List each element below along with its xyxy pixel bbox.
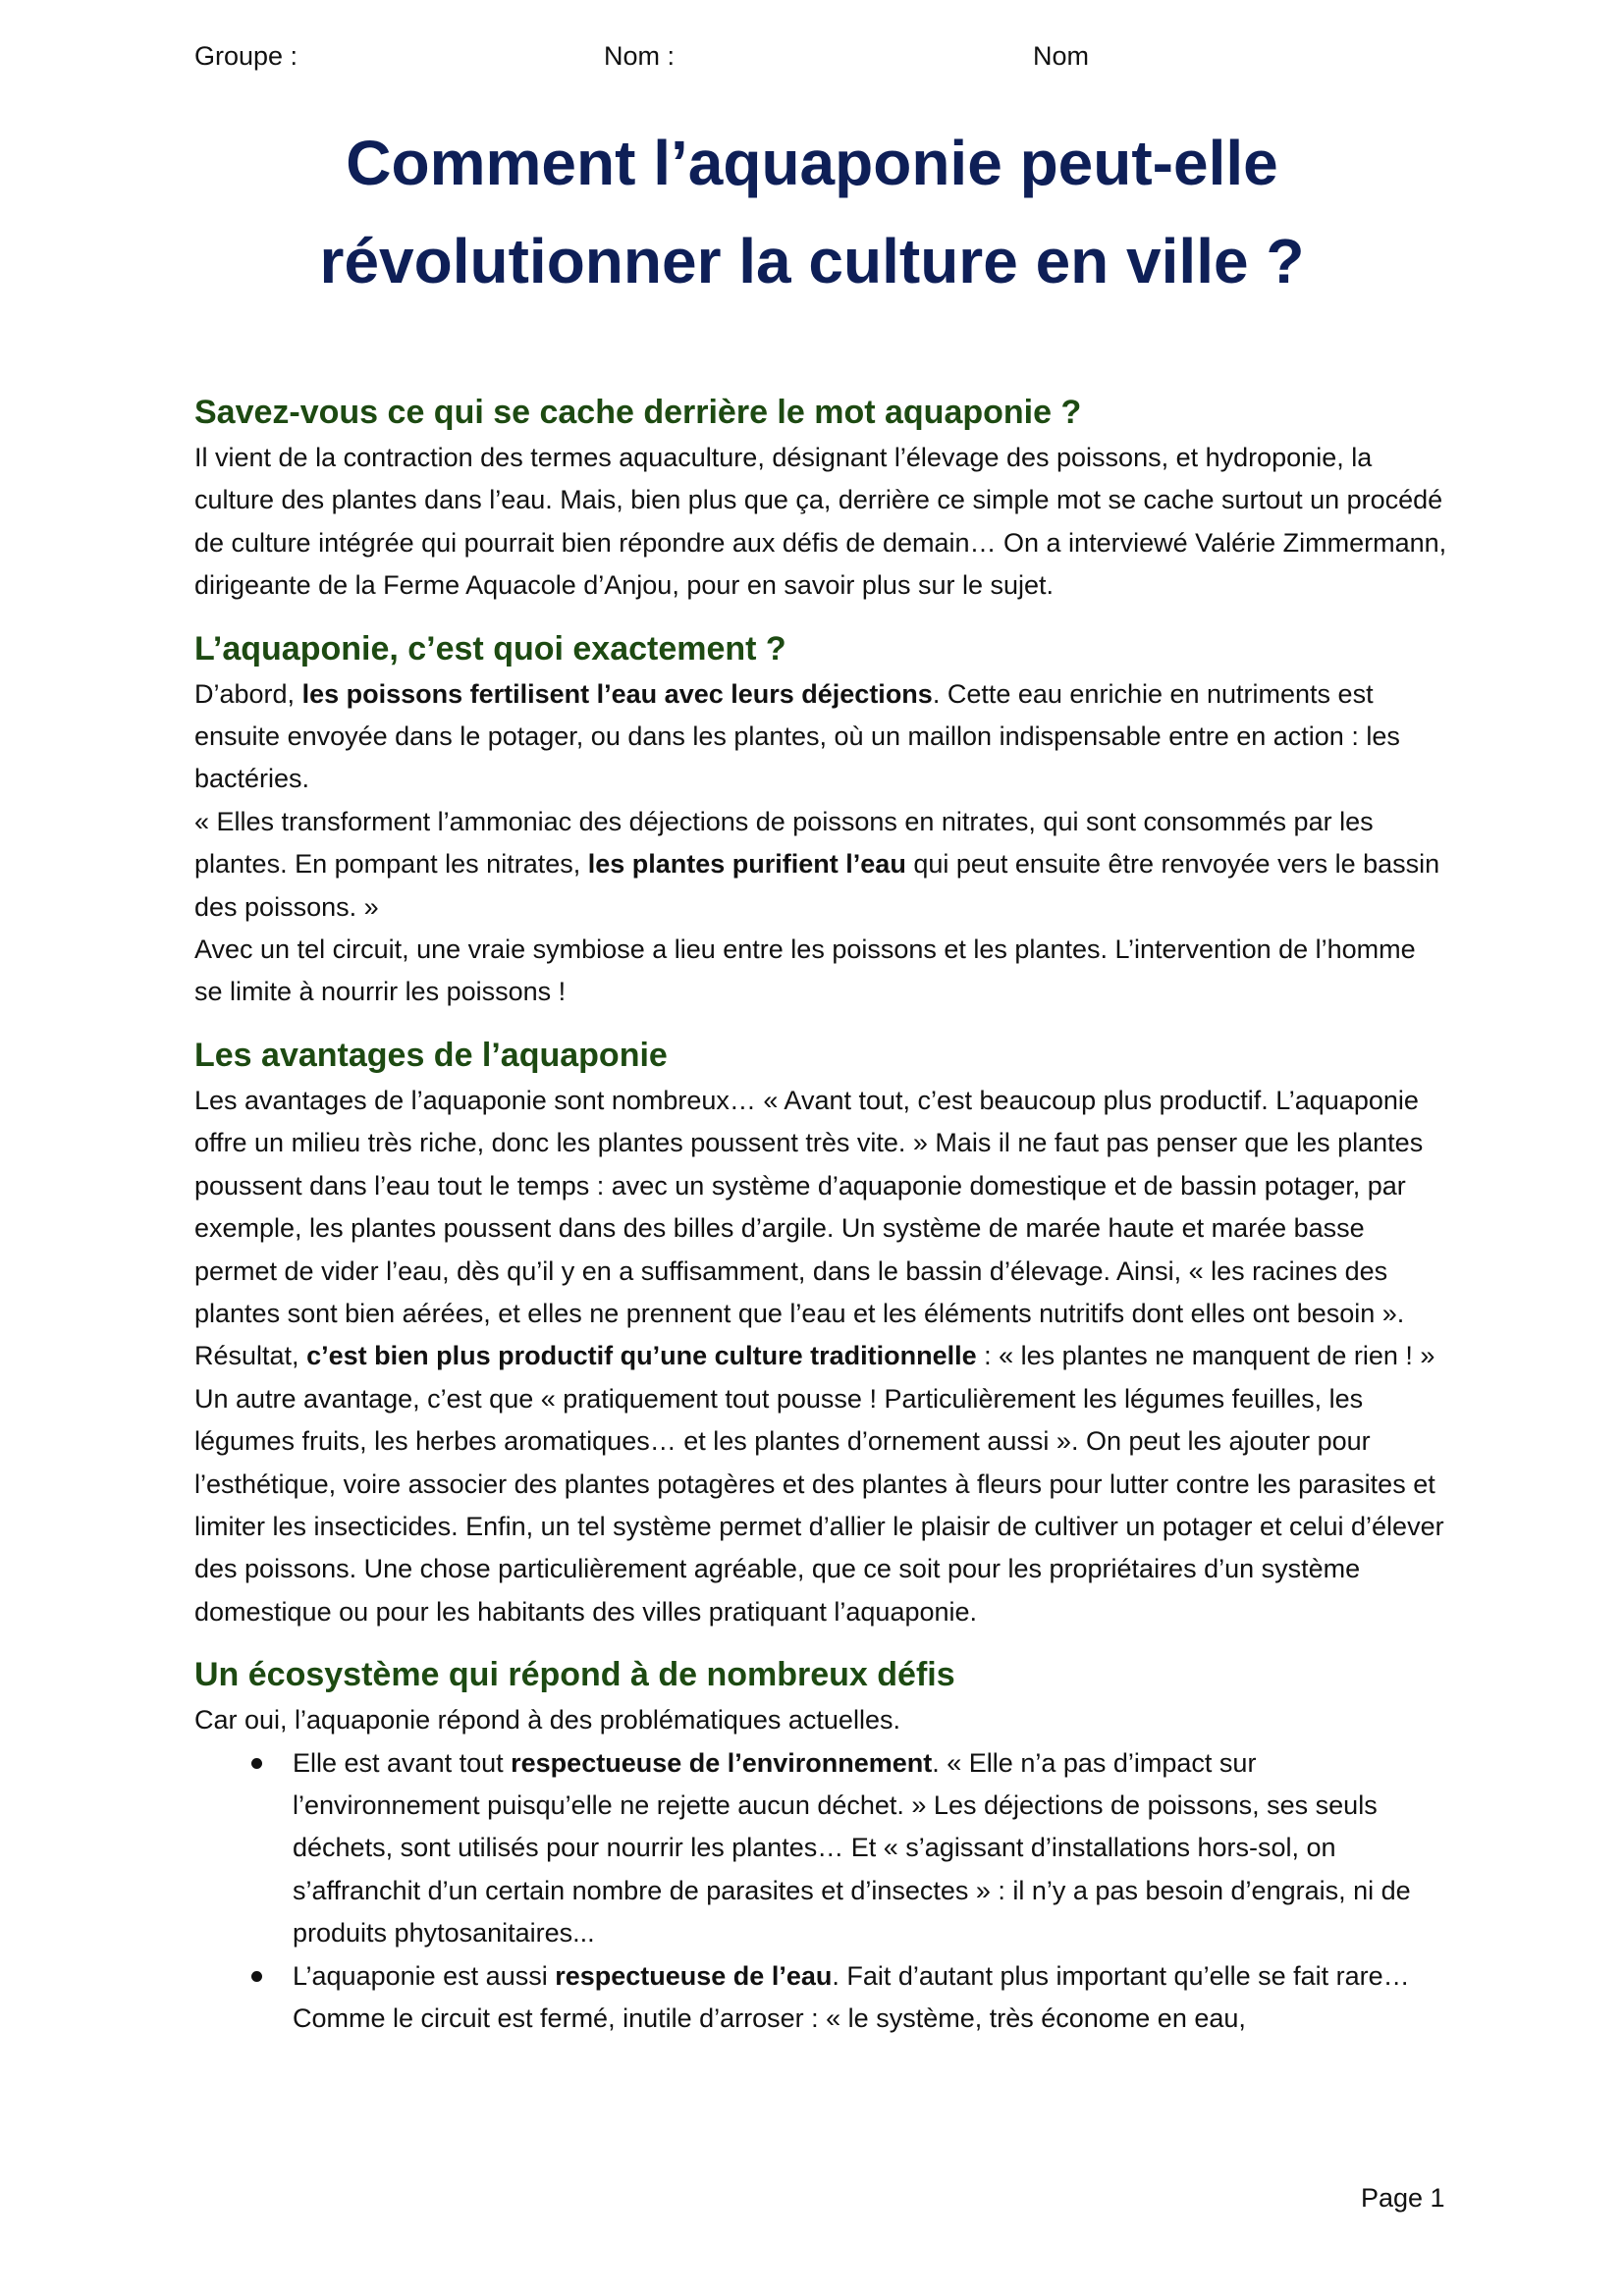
- text-run: . « Elle n’a pas d’impact sur l’environnement puisqu’elle ne rejette aucun déchet. » Les déjections de poissons, ses seuls déchets, sont utilisés pour nourrir les plantes… Et « s’agissant d’installations hors-sol, on s’affranchit d’un certain nombre de parasites et d’insectes » : il n’y a pas besoin d’engrais, ni de produits phytosanitaires...: [293, 1747, 1411, 1949]
- nom-label-2: Nom: [1033, 41, 1090, 71]
- advantages-paragraph: [194, 1080, 1449, 1633]
- bold-phrase: respectueuse de l’eau: [555, 1960, 833, 1991]
- section-heading-ecosystem: Un écosystème qui répond à de nombreux défis: [194, 1656, 955, 1694]
- section-intro: [194, 388, 1449, 608]
- page-number: Page 1: [1361, 2183, 1445, 2213]
- title-line-2: révolutionner la culture en ville ?: [319, 226, 1305, 296]
- ecosystem-bullet-list: [194, 1742, 1449, 2041]
- definition-paragraph-1: [194, 673, 1449, 801]
- section-ecosystem: [194, 1650, 1449, 2040]
- ecosystem-intro: Car oui, l’aquaponie répond à des problématiques actuelles.: [194, 1705, 900, 1735]
- text-run: « Elles transforment l’ammoniac des déjections de poissons en nitrates, qui sont consommés par les plantes. En pompant les nitrates,: [194, 806, 1374, 880]
- text-run: . Fait d’autant plus important qu’elle se fait rare… Comme le circuit est fermé, inutile d’arroser : « le système, très économe en eau,: [293, 1960, 1410, 2033]
- section-heading-definition: L’aquaponie, c’est quoi exactement ?: [194, 629, 786, 667]
- definition-paragraph-3: Avec un tel circuit, une vraie symbiose a lieu entre les poissons et les plantes. L’intervention de l’homme se limite à nourrir les poissons !: [194, 934, 1416, 1007]
- list-item: [293, 1742, 1449, 1955]
- page-title: [177, 114, 1447, 310]
- text-run: Elle est avant tout: [293, 1747, 512, 1778]
- text-run: L’aquaponie est aussi: [293, 1960, 556, 1991]
- bold-phrase: respectueuse de l’environnement: [511, 1747, 933, 1778]
- bold-phrase: c’est bien plus productif qu’une culture traditionnelle: [306, 1341, 977, 1371]
- text-run: : « les plantes ne manquent de rien ! » Un autre avantage, c’est que « pratiquement tout pousse ! Particulièrement les légumes feuilles, les légumes fruits, les herbes aromatiques… et les plantes d’ornement aussi ». On peut les ajouter pour l’esthétique, voire associer des plantes potagères et des plantes à fleurs pour lutter contre les parasites et limiter les insecticides. Enfin, un tel système permet d’allier le plaisir de cultiver un potager et celui d’élever des poissons. Une chose particulièrement agréable, que ce soit pour les propriétaires d’un système domestique ou pour les habitants des villes pratiquant l’aquaponie.: [194, 1341, 1444, 1627]
- list-item: [293, 1955, 1449, 2041]
- definition-paragraph-2: [194, 801, 1449, 929]
- text-run: Les avantages de l’aquaponie sont nombreux… « Avant tout, c’est beaucoup plus productif. L’aquaponie offre un milieu très riche, donc les plantes poussent très vite. » Mais il ne faut pas penser que les plantes poussent dans l’eau tout le temps : avec un système d’aquaponie domestique et de bassin potager, par exemple, les plantes poussent dans des billes d’argile. Un système de marée haute et marée basse permet de vider l’eau, dès qu’il y en a suffisamment, dans le bassin d’élevage. Ainsi, « les racines des plantes sont bien aérées, et elles ne prennent que l’eau et les éléments nutritifs dont elles ont besoin ». Résultat,: [194, 1085, 1424, 1371]
- groupe-label: Groupe :: [194, 41, 298, 71]
- bold-phrase: les plantes purifient l’eau: [587, 849, 906, 880]
- title-line-1: Comment l’aquaponie peut-elle: [346, 128, 1278, 198]
- nom-label-1: Nom :: [604, 41, 676, 71]
- section-advantages: [194, 1031, 1449, 1633]
- text-run: . Cette eau enrichie en nutriments est ensuite envoyée dans le potager, ou dans les plantes, où un maillon indispensable entre en action : les bactéries.: [194, 678, 1400, 794]
- section-heading-intro: Savez-vous ce qui se cache derrière le mot aquaponie ?: [194, 394, 1082, 431]
- intro-paragraph: Il vient de la contraction des termes aquaculture, désignant l’élevage des poissons, et hydroponie, la culture des plantes dans l’eau. Mais, bien plus que ça, derrière ce simple mot se cache surtout un procédé de culture intégrée qui pourrait bien répondre aux défis de demain… On a interviewé Valérie Zimmermann, dirigeante de la Ferme Aquacole d’Anjou, pour en savoir plus sur le sujet.: [194, 443, 1447, 601]
- bold-phrase: les poissons fertilisent l’eau avec leurs déjections: [301, 678, 933, 709]
- text-run: qui peut ensuite être renvoyée vers le bassin des poissons. »: [194, 849, 1440, 922]
- student-header: [0, 41, 1624, 77]
- article-body: [194, 388, 1449, 2040]
- text-run: D’abord,: [194, 678, 302, 709]
- section-definition: [194, 624, 1449, 1014]
- section-heading-advantages: Les avantages de l’aquaponie: [194, 1036, 668, 1074]
